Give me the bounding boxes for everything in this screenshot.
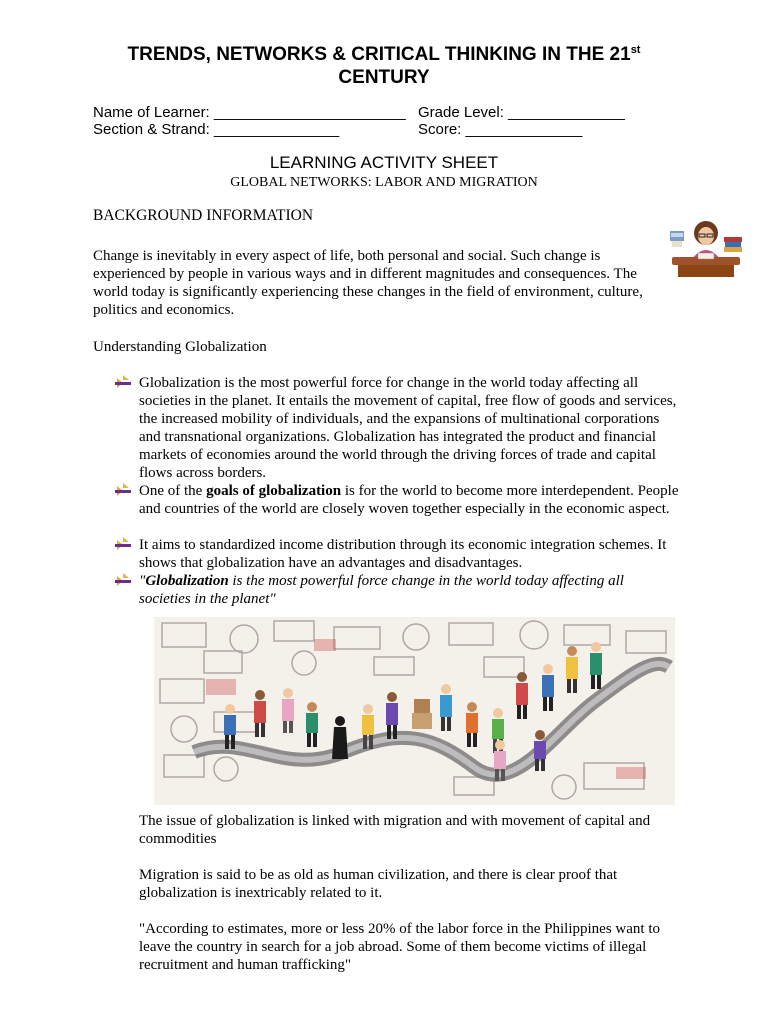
- bullet-4-bold: Globalization: [145, 573, 229, 589]
- sheet-subheading: GLOBAL NETWORKS: LABOR AND MIGRATION: [230, 175, 538, 190]
- bullet-2-bold: goals of globalization: [206, 483, 342, 499]
- bullet-4-pre: ": [139, 573, 146, 589]
- learner-name-field: Name of Learner: _______________________: [93, 104, 406, 121]
- migration-history-paragraph: Migration is said to be as old as human civilization, and there is clear proof that globalization is inextricably related to it.: [139, 867, 618, 901]
- section-strand-field: Section & Strand: _______________: [93, 121, 340, 138]
- bullet-2-pre: One of the: [139, 483, 207, 499]
- arrow-bullet-icon: [115, 375, 131, 389]
- page-title-line-2: CENTURY: [338, 67, 430, 88]
- page-title: [0, 43, 768, 66]
- teacher-clipart: [668, 219, 744, 281]
- labor-force-quote: "According to estimates, more or less 20% of the labor force in the Philippines want to leave the country in search for a job abroad. Some of them become victims of illegal recruitment and human trafficking": [139, 921, 661, 973]
- bullet-item-3: It aims to standardized income distribution through its economic integration schemes. It shows that globalization have an advantages and disadvantages.: [139, 537, 667, 571]
- bullet-item-1: Globalization is the most powerful force for change in the world today affecting all societies in the planet. It entails the movement of capital, free flow of goods and services, the increased mobility of individuals, and the expansions of multinational corporations and transnational organizations. Globalization has integrated the product and financial markets of economies around the world through the driving forces of trade and capital flows across borders.: [139, 375, 677, 481]
- migration-link-paragraph: The issue of globalization is linked with migration and with movement of capital and commodities: [139, 813, 651, 847]
- arrow-bullet-icon: [115, 537, 131, 551]
- bullet-item-2: [139, 482, 679, 518]
- bullet-2-post: is for the world to become more interdependent. People and countries of the world are closely woven together especially in the economic aspect.: [139, 483, 679, 517]
- title-superscript: st: [630, 44, 641, 56]
- intro-paragraph: Change is inevitably in every aspect of life, both personal and social. Such change is experienced by people in various ways and in different magnitudes and consequences. The world today is significantly experiencing these changes in the field of environment, culture, politics and economics.: [93, 248, 643, 318]
- arrow-bullet-icon: [115, 573, 131, 587]
- migration-illustration: [154, 617, 675, 805]
- grade-level-field: Grade Level: ______________: [418, 104, 625, 121]
- globalization-subheading: Understanding Globalization: [93, 339, 267, 355]
- arrow-bullet-icon: [115, 483, 131, 497]
- score-field: Score: ______________: [418, 121, 583, 138]
- bullet-4-post: is the most powerful force change in the world today affecting all societies in the planet": [139, 573, 624, 607]
- sheet-heading: LEARNING ACTIVITY SHEET: [269, 153, 499, 172]
- bullet-item-4: [139, 572, 679, 608]
- title-line-1: TRENDS, NETWORKS & CRITICAL THINKING IN THE 21: [127, 44, 631, 65]
- background-heading: BACKGROUND INFORMATION: [93, 207, 314, 224]
